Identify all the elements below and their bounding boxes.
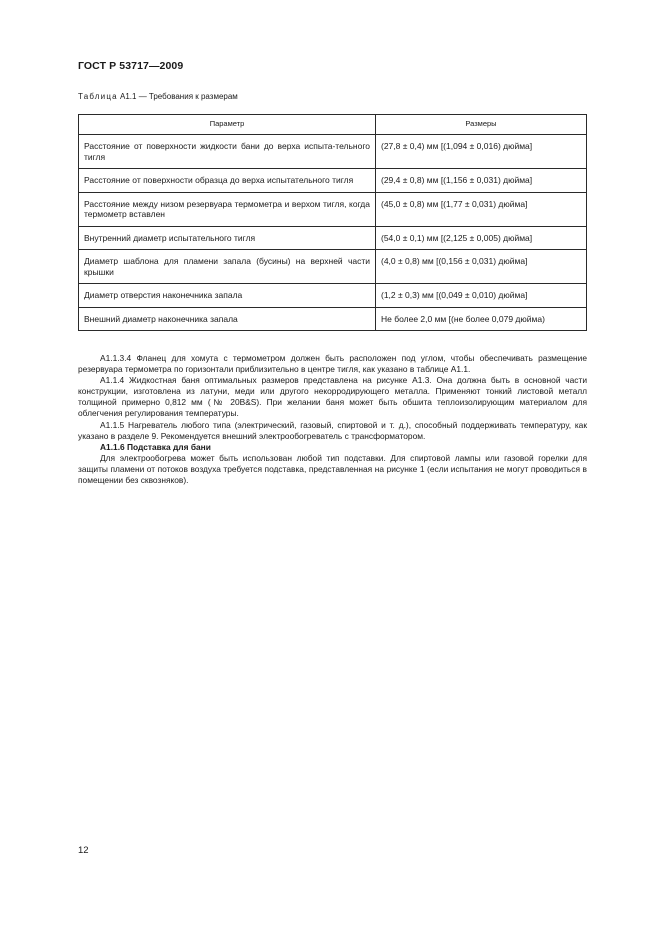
parameter-cell: Диаметр отверстия наконечника запала <box>79 284 376 308</box>
table-caption-word: Таблица <box>78 92 118 101</box>
table-row <box>79 250 587 284</box>
parameter-cell: Внутренний диаметр испытательного тигля <box>79 226 376 250</box>
table-header-row <box>79 115 587 135</box>
page-number: 12 <box>78 845 89 856</box>
parameter-cell: Внешний диаметр наконечника запала <box>79 307 376 331</box>
paragraph-a1-1-3-4: А1.1.3.4 Фланец для хомута с термометром должен быть расположен под углом, чтобы обеспечивать размещение резервуара термометра по горизонтали приблизительно в центре тигля, как указано в таблице А1.1. <box>78 353 587 375</box>
dimension-cell: (45,0 ± 0,8) мм [(1,77 ± 0,031) дюйма] <box>376 192 587 226</box>
dimension-cell: Не более 2,0 мм [(не более 0,079 дюйма) <box>376 307 587 331</box>
column-header-dimensions: Размеры <box>376 115 587 135</box>
table-row <box>79 169 587 193</box>
dimension-cell: (54,0 ± 0,1) мм [(2,125 ± 0,005) дюйма] <box>376 226 587 250</box>
dimension-cell: (4,0 ± 0,8) мм [(0,156 ± 0,031) дюйма] <box>376 250 587 284</box>
table-caption-title: А1.1 — Требования к размерам <box>120 92 238 101</box>
requirements-table <box>78 114 587 331</box>
subheading-bath-stand: А1.1.6 Подставка для бани <box>100 441 211 452</box>
table-caption <box>78 92 238 101</box>
table-row <box>79 307 587 331</box>
dimension-cell: (1,2 ± 0,3) мм [(0,049 ± 0,010) дюйма] <box>376 284 587 308</box>
paragraph-a1-1-5: А1.1.5 Нагреватель любого типа (электрический, газовый, спиртовой и т. д.), способный поддерживать температуру, как указано в разделе 9. Рекомендуется внешний электрообогреватель с трансформатором. <box>78 419 587 441</box>
parameter-cell: Расстояние между низом резервуара термометра и верхом тигля, когда термометр вставлен <box>79 192 376 226</box>
table-row <box>79 135 587 169</box>
paragraph-bath-stand: Для электрообогрева может быть использован любой тип подставки. Для спиртовой лампы или газовой горелки для защиты пламени от потоков воздуха требуется подставка, представленная на рисунке 1 (если испытания не могут проводиться в помещении без сквозняков). <box>78 452 587 486</box>
parameter-cell: Диаметр шаблона для пламени запала (бусины) на верхней части крышки <box>79 250 376 284</box>
parameter-cell: Расстояние от поверхности жидкости бани до верха испыта-тельного тигля <box>79 135 376 169</box>
table-row <box>79 226 587 250</box>
document-header: ГОСТ Р 53717—2009 <box>78 60 184 72</box>
table-row <box>79 192 587 226</box>
body-text <box>78 353 587 486</box>
dimension-cell: (27,8 ± 0,4) мм [(1,094 ± 0,016) дюйма] <box>376 135 587 169</box>
parameter-cell: Расстояние от поверхности образца до верха испытательного тигля <box>79 169 376 193</box>
dimension-cell: (29,4 ± 0,8) мм [(1,156 ± 0,031) дюйма] <box>376 169 587 193</box>
column-header-parameter: Параметр <box>79 115 376 135</box>
paragraph-a1-1-4: А1.1.4 Жидкостная баня оптимальных размеров представлена на рисунке А1.3. Она должна быть в основной части конструкции, изготовлена из латуни, меди или другого некорродирующего металла. Применяют тонкий листовой металл толщиной примерно 0,812 мм (№ 20В&S). При желании баня может быть обшита теплоизолирующим материалом для облегчения регулирования температуры. <box>78 375 587 419</box>
table-row <box>79 284 587 308</box>
